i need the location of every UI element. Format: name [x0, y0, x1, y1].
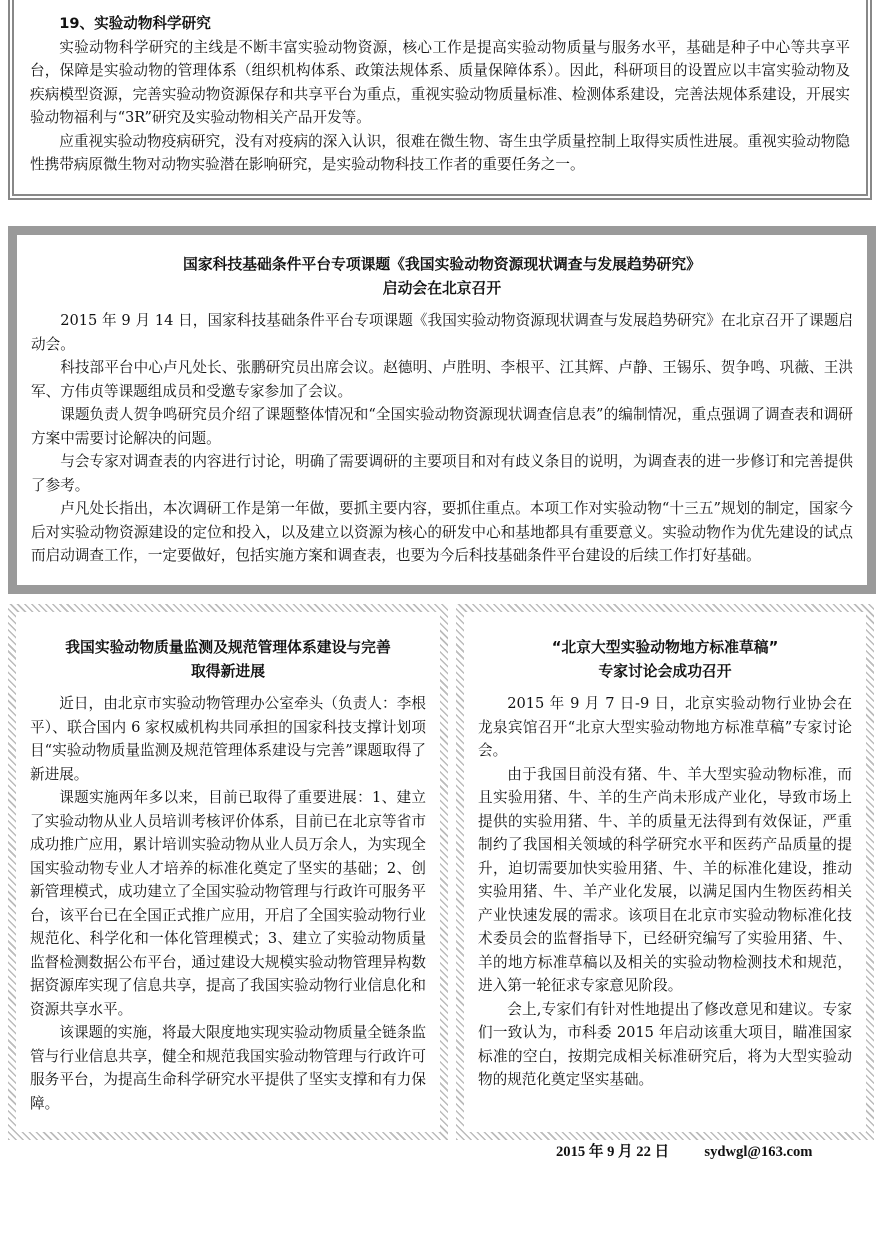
- section-quality-monitoring: [8, 604, 448, 1140]
- article-title: [31, 253, 853, 301]
- article-title: [30, 636, 426, 684]
- paragraph: 近日，由北京市实验动物管理办公室牵头（负责人：李根平）、联合国内 6 家权威机构共同承担的国家科技支撑计划项目“实验动物质量监测及规范管理体系建设与完善”课题取得了新进展。: [30, 695, 426, 783]
- title-line: 我国实验动物质量监测及规范管理体系建设与完善: [65, 639, 391, 656]
- title-line: 国家科技基础条件平台专项课题《我国实验动物资源现状调查与发展趋势研究》: [183, 256, 701, 273]
- paragraph: 应重视实验动物疫病研究，没有对疫病的深入认识，很难在微生物、寄生虫学质量控制上取得实质性进展。重视实验动物隐性携带病原微生物对动物实验潜在影响研究，是实验动物科技工作者的重要任务之一。: [30, 132, 850, 173]
- paragraph: 课题负责人贺争鸣研究员介绍了课题整体情况和“全国实验动物资源现状调查信息表”的编制情况，重点强调了调查表和调研方案中需要讨论解决的问题。: [31, 406, 853, 447]
- paragraph: 会上,专家们有针对性地提出了修改意见和建议。专家们一致认为，市科委 2015 年启动该重大项目，瞄准国家标准的空白，按期完成相关标准研究后，将为大型实验动物的规范化奠定坚实基础。: [478, 1000, 852, 1088]
- footer-email[interactable]: sydwgl@163.com: [704, 1144, 813, 1160]
- article-title: [478, 636, 852, 684]
- paragraph: 与会专家对调查表的内容进行讨论，明确了需要调研的主要项目和对有歧义条目的说明，为调查表的进一步修订和完善提供了参考。: [31, 453, 853, 494]
- paragraph: 科技部平台中心卢凡处长、张鹏研究员出席会议。赵德明、卢胜明、李根平、江其辉、卢静、王锡乐、贺争鸣、巩薇、王洪军、方伟贞等课题组成员和受邀专家参加了会议。: [31, 359, 853, 400]
- section-kickoff-meeting: [8, 226, 876, 594]
- paragraph: 该课题的实施，将最大限度地实现实验动物质量全链条监管与行业信息共享，健全和规范我国实验动物管理与行政许可服务平台，为提高生命科学研究水平提供了坚实支撑和有力保障。: [30, 1024, 426, 1112]
- paragraph: 2015 年 9 月 7 日-9 日，北京实验动物行业协会在龙泉宾馆召开“北京大型实验动物地方标准草稿”专家讨论会。: [478, 695, 852, 759]
- section-beijing-standard-draft: [456, 604, 874, 1140]
- title-line: “北京大型实验动物地方标准草稿”: [551, 639, 779, 656]
- footer-date: 2015 年 9 月 22 日: [556, 1144, 670, 1160]
- paragraph: 由于我国目前没有猪、牛、羊大型实验动物标准，而且实验用猪、牛、羊的生产尚未形成产业化，导致市场上提供的实验用猪、牛、羊的质量无法得到有效保证，严重制约了我国相关领域的科学研究水平和医药产品质量的提升，迫切需要加快实验用猪、牛、羊的标准化建设，推动实验用猪、牛、羊产业化发展，以满足国内生物医药相关产业快速发展的需求。该项目在北京市实验动物标准化技术委员会的监督指导下，已经研究编写了实验用猪、牛、羊的地方标准草稿以及相关的实验动物检测技术和规范，进入第一轮征求专家意见阶段。: [478, 765, 852, 994]
- paragraph: 实验动物科学研究的主线是不断丰富实验动物资源，核心工作是提高实验动物质量与服务水平，基础是种子中心等共享平台，保障是实验动物的管理体系（组织机构体系、政策法规体系、质量保障体系）。因此，科研项目的设置应以丰富实验动物及疾病模型资源，完善实验动物资源保存和共享平台为重点，重视实验动物质量标准、检测体系建设，完善法规体系建设，开展实验动物福利与“3R”研究及实验动物相关产品开发等。: [30, 38, 850, 126]
- title-line: 取得新进展: [191, 663, 265, 680]
- section-heading: 19、实验动物科学研究: [59, 15, 211, 32]
- paragraph: 卢凡处长指出，本次调研工作是第一年做，要抓主要内容，要抓住重点。本项工作对实验动物“十三五”规划的制定，国家今后对实验动物资源建设的定位和投入，以及建立以资源为核心的研发中心和基地都具有重要意义。实验动物作为优先建设的试点而启动调查工作，一定要做好，包括实施方案和调查表，也要为今后科技基础条件平台建设的后续工作打好基础。: [31, 500, 853, 564]
- paragraph: 课题实施两年多以来，目前已取得了重要进展：1、建立了实验动物从业人员培训考核评价体系，目前已在北京等省市成功推广应用，累计培训实验动物从业人员万余人，为实现全国实验动物专业人才培养的标准化奠定了坚实的基础；2、创新管理模式，成功建立了全国实验动物管理与行政许可服务平台，该平台已在全国正式推广应用，开启了全国实验动物行业规范化、科学化和一体化管理模式；3、建立了实验动物质量监督检测数据公布平台，通过建设大规模实验动物管理异构数据资源库实现了信息共享，提高了我国实验动物行业信息化和资源共享水平。: [30, 789, 426, 1018]
- title-line: 启动会在北京召开: [382, 280, 502, 297]
- paragraph: 2015 年 9 月 14 日，国家科技基础条件平台专项课题《我国实验动物资源现状调查与发展趋势研究》在北京召开了课题启动会。: [31, 312, 853, 353]
- title-line: 专家讨论会成功召开: [598, 663, 732, 680]
- section-lab-animal-research: [8, 0, 872, 200]
- footer: [556, 1140, 856, 1164]
